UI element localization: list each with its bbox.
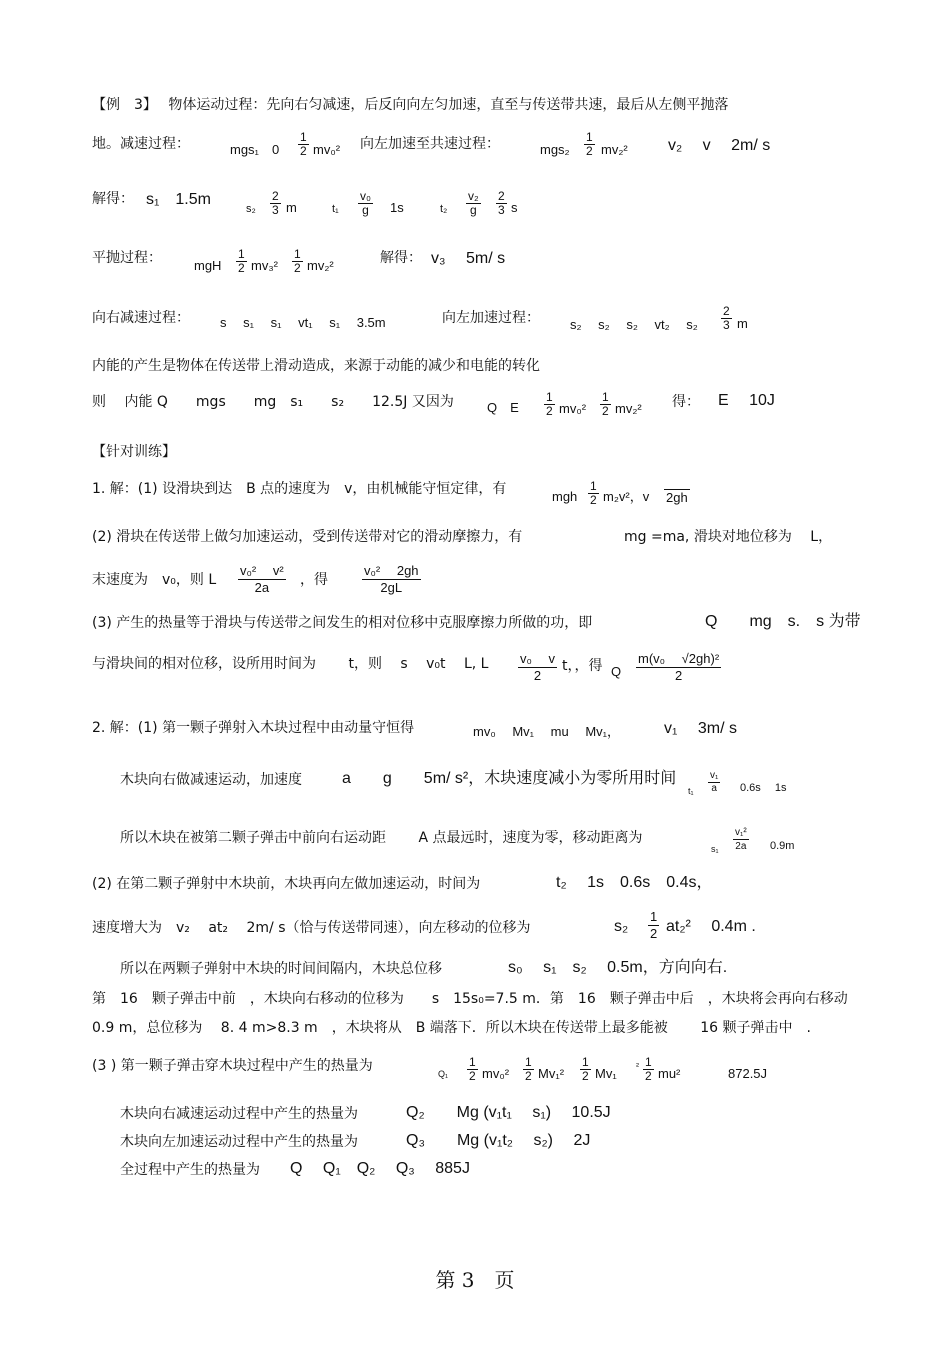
- right-decel-eq: s s₁ s₁ vt₁ s₁ 3.5m: [220, 315, 386, 330]
- p1-line2: (2) 滑块在传送带上做匀加速运动，受到传送带对它的滑动摩擦力，有: [92, 529, 523, 545]
- mv2-sq: mv₂²: [601, 142, 628, 157]
- p2-musq: mu²: [658, 1066, 681, 1081]
- frac-half: $\frac{1}{2}$: [590, 479, 597, 507]
- p1-line3: 末速度为 v₀，则 L: [92, 572, 217, 588]
- frac-two-thirds: $\frac{2}{3}$: [272, 189, 279, 217]
- frac-half: $\frac{1}{2}$: [300, 130, 307, 158]
- accel-eq-lhs: mgs₂: [540, 142, 570, 157]
- p2-accel-eq: a g 5m/ s²，木块速度减小为零所用时间: [342, 770, 677, 787]
- p1-line4-eq: Q mg s. s 为带: [705, 613, 861, 630]
- accel-label: 向左加速至共速过程：: [360, 136, 500, 152]
- one-s: 1s: [390, 200, 404, 215]
- energy-result: E 10J: [718, 392, 775, 409]
- mv0-sq: mv₀²: [313, 142, 341, 157]
- p2-s1-value: 0.9m: [770, 840, 795, 852]
- p2-line12: 全过程中产生的热量为: [120, 1162, 260, 1178]
- p2-line6: 所以在两颗子弹射中木块的时间间隔内，木块总位移: [120, 961, 442, 977]
- decel-label: 地。减速过程：: [92, 136, 190, 152]
- frac-v1sq-2a: $\frac{\text{v₁²}}{2a}$: [735, 827, 747, 852]
- p1-line4: (3) 产生的热量等于滑块与传送带之间发生的相对位移中克服摩擦力所做的功，即: [92, 615, 593, 631]
- projectile-label: 平抛过程：: [92, 250, 162, 266]
- mgh-term: mgH: [194, 258, 222, 273]
- mv3-sq: mv₃²: [251, 258, 278, 273]
- result-label: 得：: [672, 394, 700, 410]
- p2-line10: 木块向右减速运动过程中产生的热量为: [120, 1106, 358, 1122]
- left-accel-eq: s₂ s₂ s₂ vt₂ s₂: [570, 317, 698, 332]
- mv2-sq: mv₂²: [307, 258, 334, 273]
- solve-label-2: 解得：: [380, 250, 422, 266]
- p2-line7: 第 16 颗子弹击中前 ，木块向右移动的位移为 s 15s₀=7.5 m．第 16 颗子弹击中后 ，木块将会再向右移动: [92, 991, 848, 1007]
- t2-symbol: t₂: [440, 203, 448, 215]
- frac-v1-a: $\frac{\text{v₁}}{a}$: [710, 770, 719, 794]
- p2-line3: 所以木块在被第二颗子弹击中前向右运动距 A 点最远时，速度为零，移动距离为: [120, 830, 643, 846]
- p2-line11: 木块向左加速运动过程中产生的热量为: [120, 1134, 358, 1150]
- frac-l: $\frac{\text{v₀² v²}}{2a}$: [240, 563, 284, 595]
- p2-t1: t₁: [688, 786, 694, 796]
- s1-value: s₁ 1.5m: [146, 191, 211, 208]
- example3-line1: 【例 3】 物体运动过程：先向右匀减速，后反向向左匀加速，直至与传送带共速，最后从左侧平抛落: [92, 97, 729, 113]
- p1-line1: 1. 解：(1) 设滑块到达 B 点的速度为 v，由机械能守恒定律，有: [92, 481, 507, 497]
- p1-line2-eq: mg =ma, 滑块对地位移为 L，: [624, 529, 833, 545]
- frac-half: $\frac{1}{2}$: [586, 130, 593, 158]
- internal-energy-eq: 则 内能 Q mgs mg s₁ s₂ 12.5J 又因为: [92, 394, 454, 410]
- frac-half: $\frac{1}{2}$: [525, 1055, 532, 1083]
- t1-symbol: t₁: [332, 203, 339, 215]
- frac-half: $\frac{1}{2}$: [650, 909, 658, 941]
- v2-eq: v₂ v 2m/ s: [668, 137, 771, 154]
- p2-t2-eq: t₂ 1s 0.6s 0.4s，: [556, 874, 713, 891]
- frac-two-thirds: $\frac{2}{3}$: [723, 304, 730, 332]
- v3-value: v₃ 5m/ s: [431, 250, 506, 267]
- frac-half: $\frac{1}{2}$: [546, 390, 553, 418]
- decel-eq: mgs₁ 0: [230, 142, 280, 157]
- p1-de: ，得: [300, 572, 328, 588]
- p1-mv-term: m₂v²，v: [603, 489, 650, 504]
- p1-mgh: mgh: [552, 489, 578, 504]
- p2-mv0sq: mv₀²: [482, 1066, 510, 1081]
- frac-half: $\frac{1}{2}$: [294, 247, 301, 275]
- m-unit: m: [286, 200, 297, 215]
- right-decel-label: 向右减速过程：: [92, 310, 190, 326]
- frac-v2-g: $\frac{\text{v₂}}{g}$: [468, 189, 479, 217]
- frac-v0-g: $\frac{\text{v₀}}{g}$: [360, 189, 371, 217]
- internal-energy-note: 内能的产生是物体在传送带上滑动造成，来源于动能的减少和电能的转化: [92, 358, 540, 374]
- page-number: 第 3 页: [435, 1268, 515, 1292]
- p2-line2: 木块向右做减速运动，加速度: [120, 772, 302, 788]
- q-e-term: Q E: [487, 400, 519, 415]
- p2-at2: at₂² 0.4m .: [666, 918, 756, 935]
- frac-half: $\frac{1}{2}$: [469, 1055, 476, 1083]
- p2-line1: 2. 解：(1) 第一颗子弹射入木块过程中由动量守恒得: [92, 720, 415, 736]
- p2-s1: s₁: [711, 844, 719, 854]
- frac-mu: $\frac{\text{v₀² 2gh}}{2gL}$: [364, 563, 419, 595]
- p2-mv1sq: Mv₁²: [538, 1066, 565, 1081]
- p2-mv1: Mv₁: [595, 1066, 617, 1081]
- p1-q: Q: [611, 664, 622, 679]
- frac-half: $\frac{1}{2}$: [645, 1055, 652, 1083]
- s-unit: s: [511, 200, 518, 215]
- mv2-sq: mv₂²: [615, 401, 642, 416]
- p2-s2: s₂: [614, 918, 629, 935]
- p2-momentum-eq: mv₀ Mv₁ mu Mv₁，: [473, 724, 621, 739]
- frac-half: $\frac{1}{2}$: [602, 390, 609, 418]
- frac-two-thirds: $\frac{2}{3}$: [498, 189, 505, 217]
- frac-half: $\frac{1}{2}$: [238, 247, 245, 275]
- sqrt-2gh: 2gh: [666, 490, 688, 505]
- solve-label: 解得：: [92, 191, 134, 207]
- m-unit: m: [737, 316, 748, 331]
- frac-half: $\frac{1}{2}$: [582, 1055, 589, 1083]
- p2-sup2: ²: [636, 1061, 639, 1071]
- s2-symbol: s₂: [246, 203, 256, 215]
- p1-t: t，，得: [562, 658, 603, 674]
- p2-v1: v₁ 3m/ s: [664, 720, 737, 737]
- p2-q2-eq: Q₂ Mg (v₁t₁ s₁) 10.5J: [406, 1104, 611, 1121]
- left-accel-label: 向左加速过程：: [442, 310, 540, 326]
- training-header: 【针对训练】: [92, 444, 176, 460]
- p2-line4: (2) 在第二颗子弹射中木块前，木块再向左做加速运动，时间为: [92, 876, 481, 892]
- frac-q: $\frac{\text{m(v₀ √2gh)²}}{2}$: [638, 651, 720, 683]
- frac-avg-v: $\frac{\text{v₀ v}}{2}$: [520, 651, 556, 683]
- p2-q1-value: 872.5J: [728, 1066, 768, 1081]
- p2-q3-eq: Q₃ Mg (v₁t₂ s₂) 2J: [406, 1132, 591, 1149]
- p2-q1: Q₁: [438, 1069, 449, 1079]
- p2-total-q: Q Q₁ Q₂ Q₃ 885J: [290, 1160, 470, 1177]
- p2-line9: (3 ) 第一颗子弹击穿木块过程中产生的热量为: [92, 1058, 373, 1074]
- p2-total-disp: s₀ s₁ s₂ 0.5m，方向向右.: [508, 959, 728, 976]
- p1-line5: 与滑块间的相对位移，设所用时间为 t，则 s v₀t L, L: [92, 656, 489, 672]
- p2-line5: 速度增大为 v₂ at₂ 2m/ s（恰与传送带同速），向左移动的位移为: [92, 920, 531, 936]
- p2-line8: 0.9 m，总位移为 8. 4 m>8.3 m ，木块将从 B 端落下．所以木块在传送带上最多能被 16 颗子弹击中 .: [92, 1020, 811, 1036]
- p2-t1-value: 0.6s 1s: [740, 782, 787, 794]
- mv0-sq: mv₀²: [559, 401, 587, 416]
